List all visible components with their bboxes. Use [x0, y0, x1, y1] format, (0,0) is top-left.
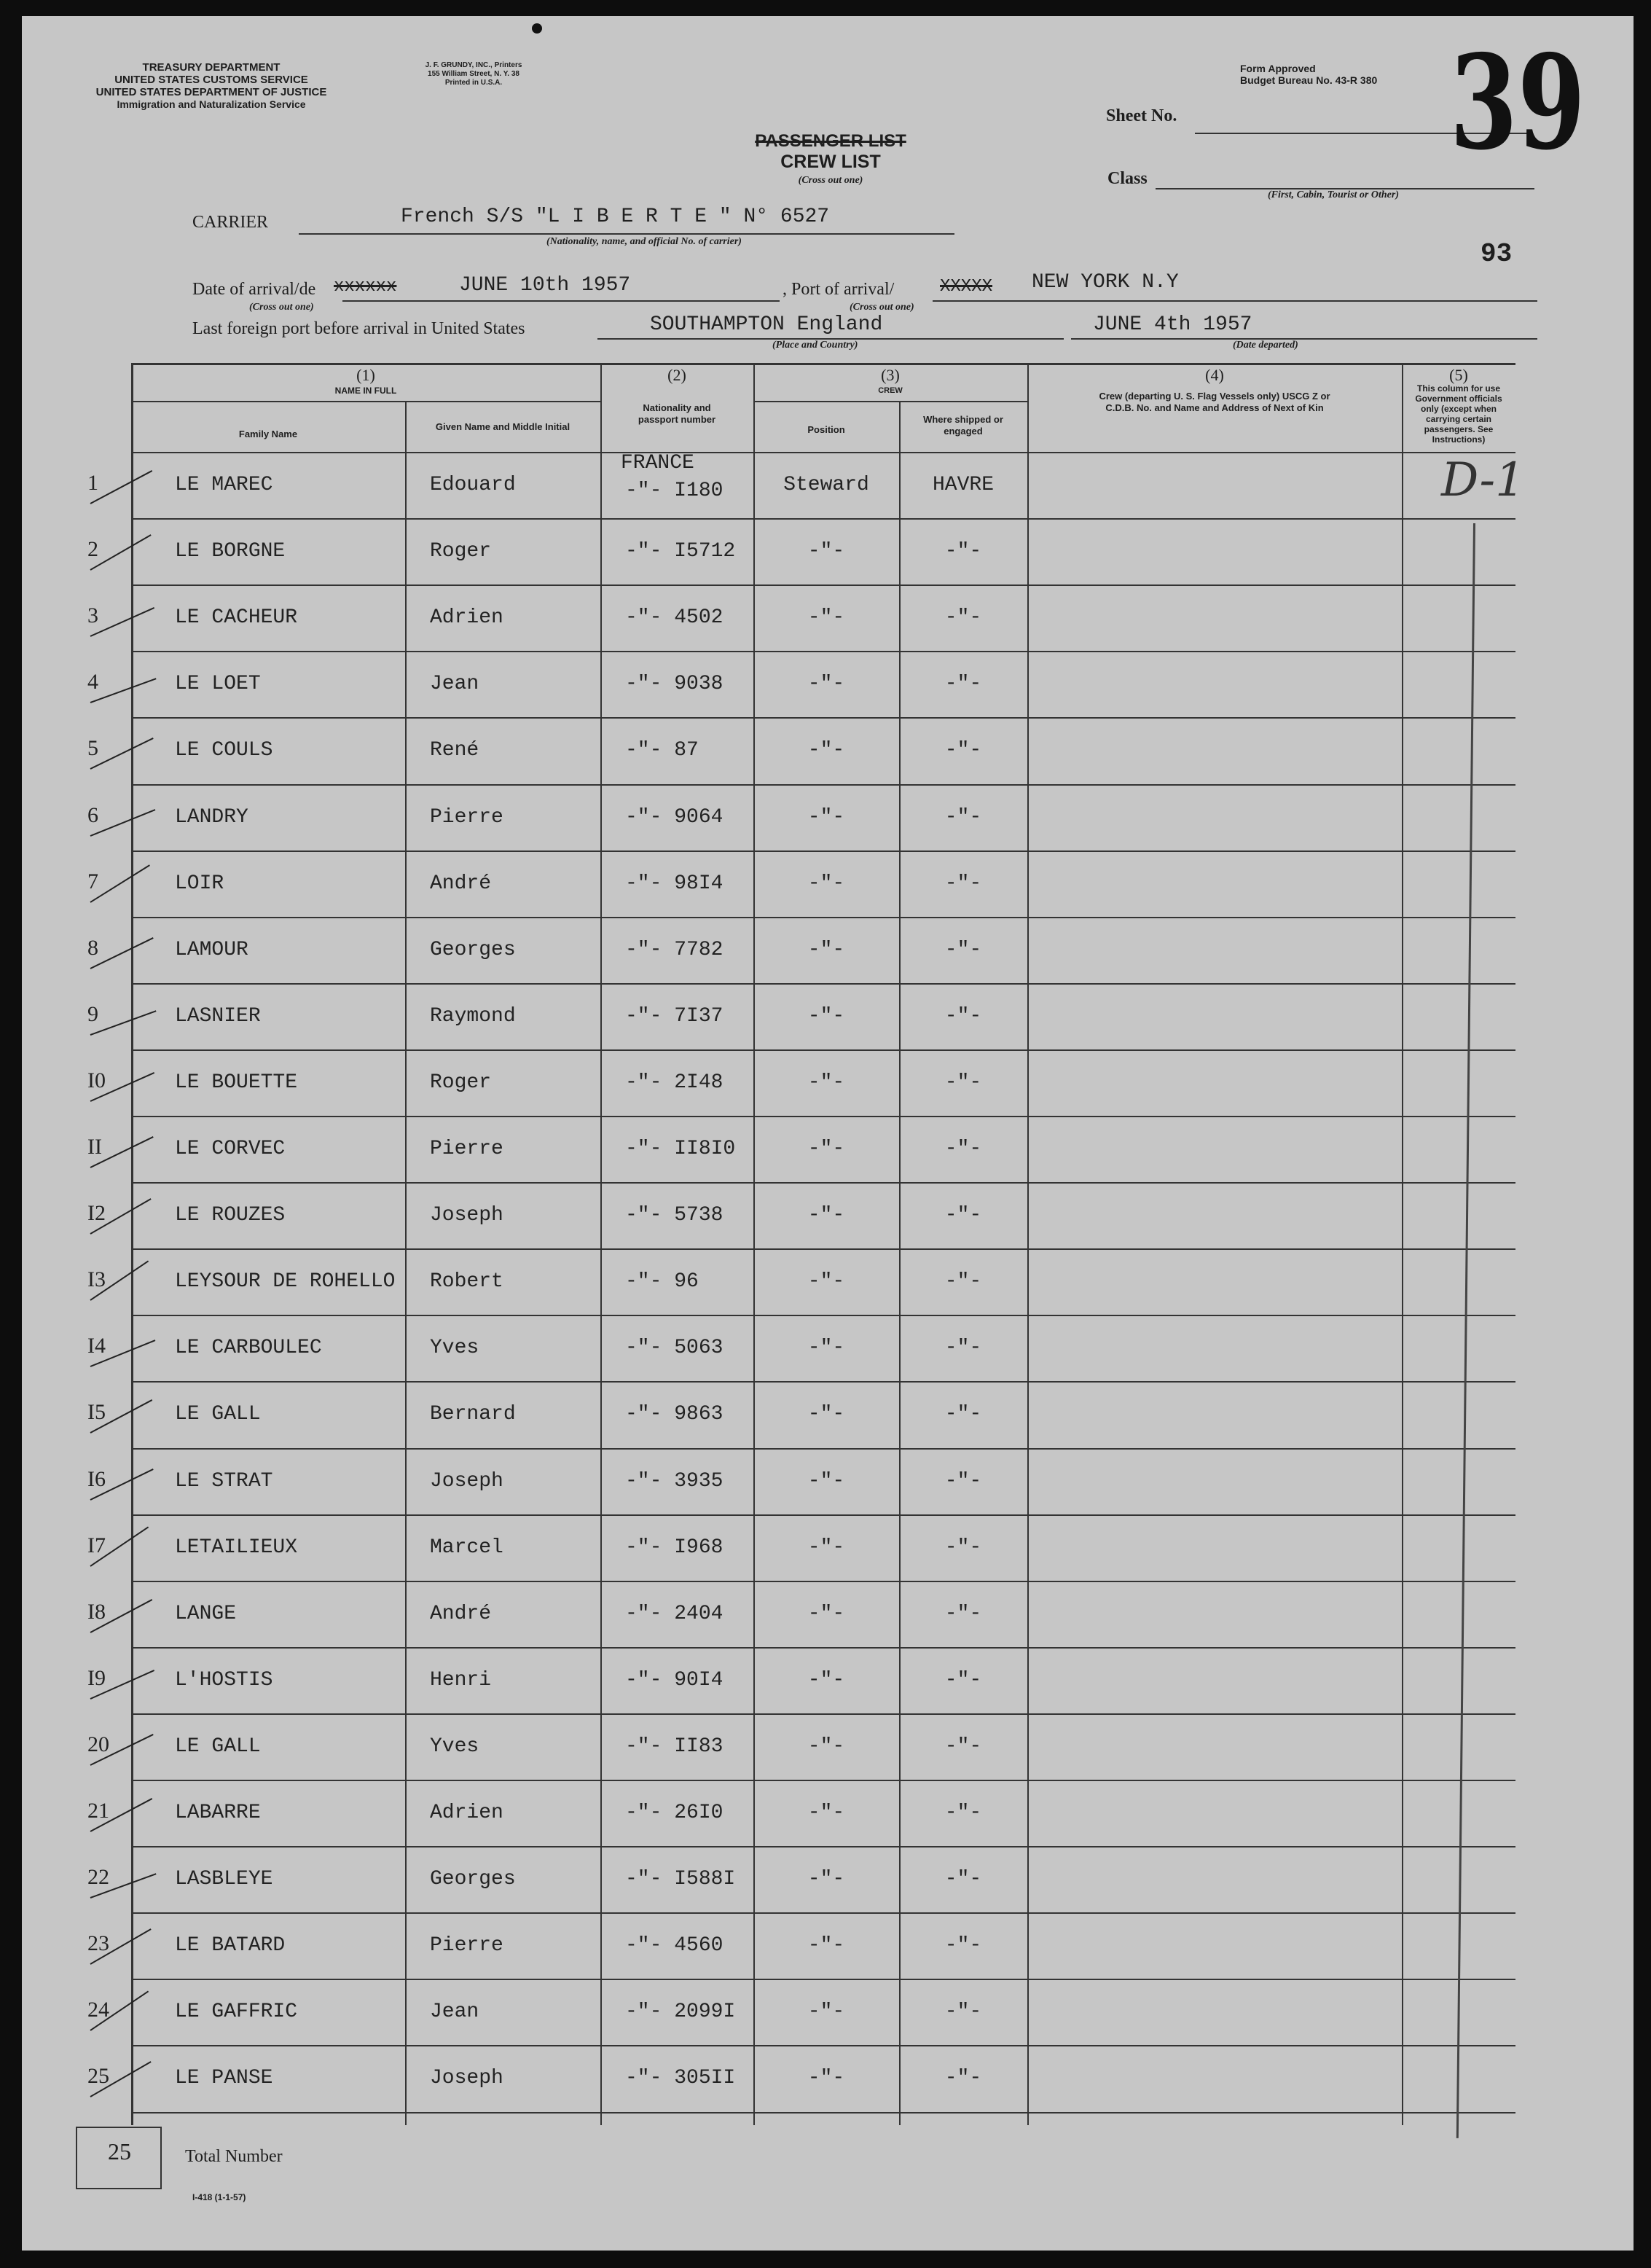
where-shipped: -"-	[944, 938, 982, 961]
given-name: André	[430, 1602, 492, 1625]
position: -"-	[807, 1403, 845, 1426]
row-number: 7	[87, 869, 98, 893]
given-name: Yves	[430, 1735, 479, 1758]
row-number: 9	[87, 1001, 98, 1026]
position: -"-	[807, 1337, 845, 1360]
family-name: LE CARBOULEC	[175, 1337, 322, 1360]
given-name: André	[430, 872, 492, 895]
position: -"-	[807, 2001, 845, 2024]
row-check-mark	[90, 864, 149, 903]
given-name: Pierre	[430, 1934, 503, 1958]
ink-blot	[532, 23, 542, 34]
date-underline	[342, 300, 780, 302]
passport-number: -"- 2099I	[625, 2001, 736, 2024]
row-number: 24	[87, 1998, 109, 2022]
date-value: JUNE 10th 1957	[459, 274, 631, 297]
col3b-title: Where shipped or engaged	[923, 414, 1003, 437]
port-label: , Port of arrival/	[783, 280, 895, 299]
last-port-label: Last foreign port before arrival in United States	[192, 319, 525, 338]
subheader-line-name	[131, 401, 600, 402]
row-number: 21	[87, 1799, 109, 1823]
title-note: (Cross out one)	[798, 175, 863, 186]
row-number: 8	[87, 935, 98, 960]
col4-title: Crew (departing U. S. Flag Vessels only) USCG Z or C.D.B. No. and Name and Address of Next of Kin	[1099, 391, 1330, 413]
col3-number: (3)	[881, 366, 900, 384]
row-number: 25	[87, 2064, 109, 2089]
passport-number: -"- 2I48	[625, 1071, 723, 1094]
carrier-note: (Nationality, name, and official No. of carrier)	[546, 236, 742, 247]
col1a-title: Family Name	[238, 429, 298, 439]
col3-title: CREW	[878, 386, 903, 395]
row-check-mark	[90, 937, 154, 969]
row-divider	[131, 584, 1515, 586]
col1-title: NAME IN FULL	[334, 386, 397, 396]
given-name: Marcel	[430, 1536, 503, 1559]
last-port-value: SOUTHAMPTON England	[650, 313, 883, 336]
row-number: 1	[87, 471, 98, 495]
col-divider-given	[405, 401, 407, 2125]
row-divider	[131, 1448, 1515, 1450]
passport-number: -"- 90I4	[625, 1668, 723, 1692]
row-number: I4	[87, 1334, 106, 1358]
where-shipped: -"-	[944, 540, 982, 563]
position: -"-	[807, 540, 845, 563]
row-divider	[131, 1647, 1515, 1649]
passport-number: -"- 87	[625, 739, 699, 762]
where-shipped: HAVRE	[932, 474, 994, 496]
where-shipped: -"-	[944, 1004, 982, 1028]
row-number: 3	[87, 603, 98, 628]
row-divider	[131, 917, 1515, 918]
where-shipped: -"-	[944, 673, 982, 696]
total-label: Total Number	[185, 2147, 283, 2166]
passport-number: -"- 4502	[625, 606, 723, 630]
given-name: Joseph	[430, 2067, 503, 2090]
family-name: LOIR	[175, 872, 224, 895]
col1b-title: Given Name and Middle Initial	[435, 421, 570, 432]
row-divider	[131, 1581, 1515, 1582]
where-shipped: -"-	[944, 1602, 982, 1625]
position: -"-	[807, 1934, 845, 1958]
family-name: LETAILIEUX	[175, 1536, 298, 1559]
family-name: LE GAFFRIC	[175, 2001, 298, 2024]
family-name: LE MAREC	[175, 474, 273, 496]
where-shipped: -"-	[944, 1337, 982, 1360]
given-name: Adrien	[430, 606, 503, 630]
agency-header	[36, 61, 386, 111]
port-underline	[933, 300, 1537, 302]
row-number: I7	[87, 1533, 106, 1557]
col4-number: (4)	[1205, 366, 1224, 384]
family-name: LE GALL	[175, 1735, 261, 1758]
position: -"-	[807, 872, 845, 895]
row-divider	[131, 1049, 1515, 1051]
given-name: Bernard	[430, 1403, 516, 1426]
col2-title: Nationality and passport number	[638, 402, 716, 425]
col1-number: (1)	[356, 366, 375, 384]
row-number: 5	[87, 736, 98, 761]
form-code: I-418 (1-1-57)	[192, 2192, 246, 2202]
row-divider	[131, 1912, 1515, 1914]
where-shipped: -"-	[944, 1868, 982, 1891]
family-name: LE PANSE	[175, 2067, 273, 2090]
family-name: LAMOUR	[175, 938, 248, 961]
form-approved: Form Approved	[1240, 63, 1316, 74]
position: -"-	[807, 1668, 845, 1692]
passport-number: -"- 2404	[625, 1602, 723, 1625]
position: -"-	[807, 739, 845, 762]
agency-line: TREASURY DEPARTMENT	[142, 61, 281, 74]
date-label: Date of arrival/de	[192, 280, 316, 299]
table-left-border	[131, 363, 133, 2125]
passport-number: -"- 9863	[625, 1403, 723, 1426]
port-note: (Cross out one)	[850, 302, 914, 313]
row-number: 2	[87, 537, 98, 562]
passport-number: -"- II83	[625, 1735, 723, 1758]
position: -"-	[807, 1868, 845, 1891]
row-divider	[131, 1381, 1515, 1383]
printer-line: Printed in U.S.A.	[444, 79, 503, 87]
family-name: LE CORVEC	[175, 1138, 286, 1160]
row-number: I3	[87, 1267, 106, 1292]
row-number: I8	[87, 1599, 106, 1624]
row-number: I5	[87, 1400, 106, 1425]
given-name: René	[430, 739, 479, 762]
passport-number: -"- I180	[625, 480, 723, 502]
row-divider	[131, 2045, 1515, 2046]
subheader-line-crew	[753, 401, 1027, 402]
family-name: LE STRAT	[175, 1469, 273, 1493]
passport-number: -"- II8I0	[625, 1138, 736, 1160]
where-shipped: -"-	[944, 1934, 982, 1958]
where-shipped: -"-	[944, 1071, 982, 1094]
row-number: 22	[87, 1865, 109, 1890]
given-name: Robert	[430, 1270, 503, 1294]
row-divider	[131, 850, 1515, 852]
row-number: 23	[87, 1931, 109, 1956]
sheet-label: Sheet No.	[1106, 106, 1177, 125]
row-divider	[131, 784, 1515, 786]
given-name: Adrien	[430, 1802, 503, 1824]
position: -"-	[807, 938, 845, 961]
position: -"-	[807, 2067, 845, 2090]
position: -"-	[807, 673, 845, 696]
document-title: CREW LIST	[780, 152, 881, 172]
where-shipped: -"-	[944, 1138, 982, 1160]
col2-number: (2)	[667, 366, 686, 384]
port-value: NEW YORK N.Y	[1032, 271, 1179, 294]
family-name: LASBLEYE	[175, 1868, 273, 1891]
given-name: Raymond	[430, 1004, 516, 1028]
row-divider	[131, 717, 1515, 719]
row-check-mark	[90, 679, 157, 704]
row-divider	[131, 983, 1515, 985]
where-shipped: -"-	[944, 1270, 982, 1294]
passport-number: -"- 5063	[625, 1337, 723, 1360]
officials-mark: D-1	[1441, 453, 1525, 507]
table-bottom-border	[131, 2112, 1515, 2113]
last-port-note: (Place and Country)	[772, 340, 858, 351]
agency-line: UNITED STATES DEPARTMENT OF JUSTICE	[95, 86, 327, 98]
departed-note: (Date departed)	[1233, 340, 1298, 351]
family-name: LE GALL	[175, 1403, 261, 1426]
given-name: Yves	[430, 1337, 479, 1360]
family-name: LE LOET	[175, 673, 261, 696]
sheet-number: 39	[1450, 26, 1585, 179]
where-shipped: -"-	[944, 1735, 982, 1758]
family-name: LE BORGNE	[175, 540, 286, 563]
row-divider	[131, 1713, 1515, 1715]
position: -"-	[807, 1735, 845, 1758]
row-divider	[131, 1116, 1515, 1117]
position: -"-	[807, 606, 845, 630]
crew-list-document	[22, 16, 1634, 2251]
passport-number: -"- I5712	[625, 540, 736, 563]
family-name: L'HOSTIS	[175, 1668, 273, 1692]
passport-number: -"- 26I0	[625, 1802, 723, 1824]
given-name: Roger	[430, 1071, 492, 1094]
given-name: Jean	[430, 673, 479, 696]
header-bottom-line	[131, 452, 1515, 453]
agency-line: Immigration and Naturalization Service	[117, 98, 306, 110]
position: -"-	[807, 1138, 845, 1160]
position: -"-	[807, 805, 845, 829]
row-check-mark	[90, 607, 155, 637]
row-check-mark	[90, 470, 153, 504]
col-divider-officials	[1402, 363, 1403, 2125]
position: -"-	[807, 1469, 845, 1493]
row-number: I9	[87, 1665, 106, 1690]
given-name: Henri	[430, 1668, 492, 1692]
col5-title: This column for use Government officials only (except when carrying certain passengers. See Instructions)	[1415, 383, 1502, 445]
printer-line: J. F. GRUNDY, INC., Printers	[425, 61, 522, 69]
position: -"-	[807, 1071, 845, 1094]
passport-number: -"- 4560	[625, 1934, 723, 1958]
col-divider-crew	[753, 363, 755, 2125]
row-number: 6	[87, 802, 98, 827]
row-divider	[131, 651, 1515, 652]
budget-bureau: Budget Bureau No. 43-R 380	[1240, 74, 1378, 86]
row-number: I0	[87, 1068, 106, 1092]
stamp-number: 93	[1481, 239, 1513, 269]
row-check-mark	[90, 738, 154, 770]
printer-imprint	[401, 61, 546, 87]
title-struck: PASSENGER LIST	[755, 131, 906, 151]
given-name: Roger	[430, 540, 492, 563]
port-struck: XXXXX	[940, 277, 993, 297]
row-divider	[131, 1248, 1515, 1250]
row-divider	[131, 1182, 1515, 1184]
position: -"-	[807, 1536, 845, 1559]
where-shipped: -"-	[944, 739, 982, 762]
family-name: LE CACHEUR	[175, 606, 298, 630]
family-name: LE COULS	[175, 739, 273, 762]
given-name: Georges	[430, 938, 516, 961]
row-check-mark	[90, 1010, 157, 1036]
position: -"-	[807, 1802, 845, 1824]
where-shipped: -"-	[944, 805, 982, 829]
total-value: 25	[108, 2138, 131, 2165]
where-shipped: -"-	[944, 1802, 982, 1824]
passport-number: -"- 98I4	[625, 872, 723, 895]
first-row-nationality: FRANCE	[621, 452, 694, 474]
given-name: Joseph	[430, 1469, 503, 1493]
position: -"-	[807, 1270, 845, 1294]
where-shipped: -"-	[944, 2067, 982, 2090]
position: -"-	[807, 1602, 845, 1625]
family-name: LE BOUETTE	[175, 1071, 298, 1094]
row-divider	[131, 1514, 1515, 1516]
col5-number: (5)	[1449, 366, 1468, 384]
passport-number: -"- 7I37	[625, 1004, 723, 1028]
row-number: I2	[87, 1201, 106, 1226]
col-divider-nationality	[600, 363, 602, 2125]
carrier-underline	[299, 233, 954, 235]
given-name: Edouard	[430, 474, 516, 496]
position: -"-	[807, 1004, 845, 1028]
row-divider	[131, 1315, 1515, 1316]
row-divider	[131, 1979, 1515, 1980]
where-shipped: -"-	[944, 1668, 982, 1692]
where-shipped: -"-	[944, 872, 982, 895]
position: -"-	[807, 1204, 845, 1227]
given-name: Georges	[430, 1868, 516, 1891]
given-name: Pierre	[430, 1138, 503, 1160]
row-number: I6	[87, 1466, 106, 1491]
where-shipped: -"-	[944, 1536, 982, 1559]
where-shipped: -"-	[944, 1403, 982, 1426]
carrier-value: French S/S "L I B E R T E " N° 6527	[401, 206, 830, 228]
row-check-mark	[90, 809, 156, 837]
col-divider-shipped	[899, 401, 901, 2125]
family-name: LABARRE	[175, 1802, 261, 1824]
class-label: Class	[1107, 169, 1148, 188]
col3a-title: Position	[807, 424, 845, 435]
passport-number: -"- I588I	[625, 1868, 736, 1891]
departed-date-value: JUNE 4th 1957	[1093, 313, 1252, 336]
carrier-label: CARRIER	[192, 213, 269, 232]
row-divider	[131, 1846, 1515, 1847]
agency-line: UNITED STATES CUSTOMS SERVICE	[114, 74, 308, 86]
passport-number: -"- 9064	[625, 805, 723, 829]
where-shipped: -"-	[944, 1469, 982, 1493]
family-name: LE ROUZES	[175, 1204, 286, 1227]
position: Steward	[783, 474, 869, 496]
family-name: LANDRY	[175, 805, 248, 829]
where-shipped: -"-	[944, 1204, 982, 1227]
officials-pen-line	[1456, 523, 1475, 2138]
table-top-border	[131, 363, 1515, 365]
departed-underline	[1071, 338, 1537, 340]
row-number: 4	[87, 670, 98, 695]
family-name: LASNIER	[175, 1004, 261, 1028]
class-note: (First, Cabin, Tourist or Other)	[1268, 189, 1399, 200]
where-shipped: -"-	[944, 606, 982, 630]
printer-line: 155 William Street, N. Y. 38	[428, 70, 519, 78]
passport-number: -"- 9038	[625, 673, 723, 696]
family-name: LEYSOUR DE ROHELLO	[175, 1270, 396, 1294]
date-note: (Cross out one)	[249, 302, 314, 313]
row-check-mark	[90, 534, 152, 571]
passport-number: -"- 7782	[625, 938, 723, 961]
row-number: 20	[87, 1732, 109, 1756]
passport-number: -"- 5738	[625, 1204, 723, 1227]
date-struck: xxxxxx	[334, 277, 397, 297]
passport-number: -"- 305II	[625, 2067, 736, 2090]
passport-number: -"- 96	[625, 1270, 699, 1294]
where-shipped: -"-	[944, 2001, 982, 2024]
family-name: LANGE	[175, 1602, 237, 1625]
passport-number: -"- I968	[625, 1536, 723, 1559]
given-name: Jean	[430, 2001, 479, 2024]
given-name: Joseph	[430, 1204, 503, 1227]
passport-number: -"- 3935	[625, 1469, 723, 1493]
family-name: LE BATARD	[175, 1934, 286, 1958]
row-divider	[131, 1780, 1515, 1781]
row-divider	[131, 518, 1515, 520]
given-name: Pierre	[430, 805, 503, 829]
row-number: II	[87, 1135, 102, 1159]
